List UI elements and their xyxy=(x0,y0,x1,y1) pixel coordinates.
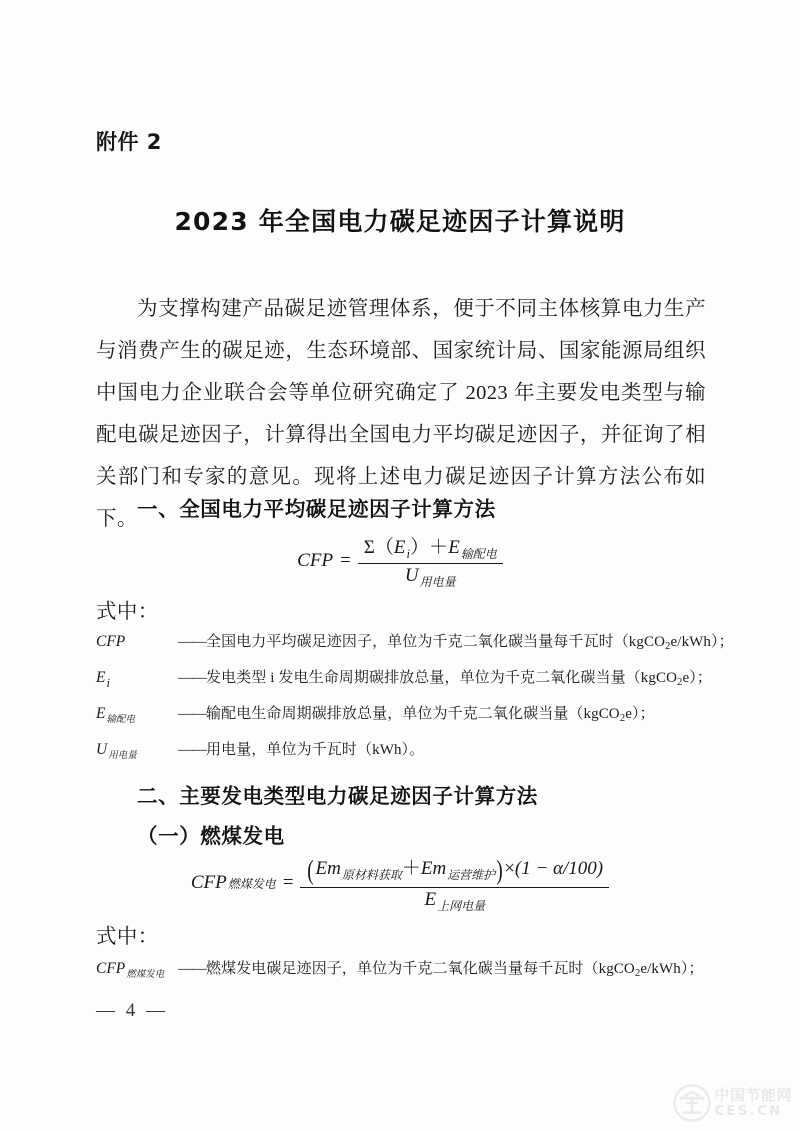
watermark xyxy=(672,1083,792,1123)
formula-two-lhs-subscript: 燃煤发电 xyxy=(227,877,276,892)
watermark-text xyxy=(714,1087,792,1119)
formula-two-em1: Em xyxy=(315,858,341,879)
definition-row xyxy=(96,630,734,666)
definition-term xyxy=(96,741,178,761)
formula-two-plus: ＋ xyxy=(401,858,421,879)
definition-description xyxy=(178,630,734,652)
definition-term-subscript: i xyxy=(106,675,111,690)
definition-term-subscript: 输配电 xyxy=(106,714,135,725)
definition-desc-after: e）； xyxy=(682,670,712,686)
definition-term-text: CFP xyxy=(96,960,126,977)
definition-description xyxy=(178,738,711,760)
formula-one-e2: E xyxy=(448,537,460,558)
formula-two-close-paren: ) xyxy=(496,854,503,885)
formula-one-plus: ＋ xyxy=(429,537,449,558)
formula-one-e: E xyxy=(393,537,406,558)
definition-term-text: CFP xyxy=(96,633,126,650)
definition-desc-after: e/kWh）； xyxy=(670,634,734,650)
definition-term xyxy=(96,669,178,691)
definition-list-two xyxy=(96,957,711,993)
formula-one-lhs xyxy=(297,550,333,572)
formula-two-denominator xyxy=(419,888,492,915)
formula-one-e-subscript: i xyxy=(406,546,411,561)
definition-desc-before: 用电量，单位为千瓦时（kWh）。 xyxy=(206,742,425,758)
formula-one-lhs-text: CFP xyxy=(297,549,334,571)
definition-description xyxy=(178,957,711,979)
formula-two-e: E xyxy=(424,889,437,911)
definition-dash: —— xyxy=(178,706,206,722)
definition-desc-after: e/kWh）； xyxy=(640,961,704,977)
definition-term-text: E xyxy=(96,669,106,686)
formula-two-lhs xyxy=(191,872,276,894)
definition-desc-before: 发电类型 i 发电生命周期碳排放总量，单位为千克二氧化碳当量（kgCO xyxy=(206,670,678,686)
formula-average-cfp xyxy=(0,531,800,591)
watermark-en: CES.CN xyxy=(714,1104,783,1119)
formula-two-loss-factor: (1 − α/100) xyxy=(514,858,604,879)
summation-symbol: Σ xyxy=(363,537,375,558)
subsection-heading-coal: （一）燃煤发电 xyxy=(137,824,285,848)
definition-term xyxy=(96,633,178,653)
page-number: — 4 — xyxy=(96,1000,168,1021)
formula-two-equals: = xyxy=(282,872,294,894)
definition-desc-subscript: 2 xyxy=(634,967,641,980)
definition-list-one xyxy=(96,630,734,774)
definition-desc-subscript: 2 xyxy=(677,676,683,689)
attachment-label: 附件 2 xyxy=(96,130,162,154)
definition-term xyxy=(96,705,178,725)
formula-one-equals: = xyxy=(340,549,351,571)
page-title: 2023 年全国电力碳足迹因子计算说明 xyxy=(174,207,626,236)
definition-desc-subscript: 2 xyxy=(665,640,671,653)
definition-description xyxy=(178,666,712,688)
formula-coal-cfp xyxy=(0,852,800,915)
definition-dash: —— xyxy=(178,670,206,686)
definition-desc-before: 燃煤发电碳足迹因子，单位为千克二氧化碳当量每千瓦时（kgCO xyxy=(206,961,635,977)
definition-term-text: E xyxy=(96,705,106,722)
definition-desc-before: 输配电生命周期碳排放总量，单位为千克二氧化碳当量（kgCO xyxy=(206,706,620,722)
definition-term-subscript: 用电量 xyxy=(108,750,137,761)
definition-desc-subscript: 2 xyxy=(619,712,626,725)
definition-term-subscript: 燃煤发电 xyxy=(126,969,165,980)
ces-logo-icon xyxy=(672,1083,712,1123)
formula-one-fraction xyxy=(358,531,503,591)
definition-row xyxy=(96,666,711,702)
formula-two-lhs-text: CFP xyxy=(190,872,227,894)
definition-dash: —— xyxy=(178,742,206,758)
formula-one-e2-subscript: 输配电 xyxy=(460,546,497,561)
definition-row xyxy=(96,702,711,738)
section-heading-one: 一、全国电力平均碳足迹因子计算方法 xyxy=(137,497,496,521)
formula-one-u: U xyxy=(404,565,419,587)
formula-two-em2: Em xyxy=(420,858,447,879)
definition-row xyxy=(96,738,711,774)
formula-two-open-paren: ( xyxy=(307,854,315,885)
formula-one-numerator xyxy=(358,531,503,563)
definition-row xyxy=(96,957,711,993)
definition-dash: —— xyxy=(178,634,206,650)
formula-two-fraction xyxy=(300,852,609,915)
definition-dash: —— xyxy=(178,961,206,977)
definition-term xyxy=(96,960,178,980)
definition-term-text: U xyxy=(96,741,108,758)
formula-two-em2-subscript: 运营维护 xyxy=(447,867,496,882)
intro-paragraph: 为支撑构建产品碳足迹管理体系，便于不同主体核算电力生产与消费产生的碳足迹，生态环境部、国家统计局、国家能源局组织中国电力企业联合会等单位研究确定了 2023 年主要发电类型与输配电碳足迹因子，计算得出全国电力平均碳足迹因子，并征询了相关部门和专家的意见。现将上述电力碳足迹因子计算方法公布如下。 xyxy=(96,298,706,530)
formula-two-e-subscript: 上网电量 xyxy=(437,898,486,913)
definition-desc-before: 全国电力平均碳足迹因子，单位为千克二氧化碳当量每千瓦时（kgCO xyxy=(206,634,666,650)
definition-desc-after: e）； xyxy=(625,706,655,722)
formula-two-times: × xyxy=(504,858,515,879)
definition-term-subscript xyxy=(125,643,126,653)
formula-one-denominator xyxy=(399,564,462,591)
where-label-one: 式中： xyxy=(96,601,159,623)
section-heading-two: 二、主要发电类型电力碳足迹因子计算方法 xyxy=(137,784,538,808)
formula-one-close-paren: ） xyxy=(410,537,430,558)
formula-two-numerator xyxy=(300,852,609,887)
formula-one-u-subscript: 用电量 xyxy=(419,574,456,589)
definition-description xyxy=(178,702,711,724)
where-label-two: 式中： xyxy=(96,926,159,948)
formula-two-em1-subscript: 原材料获取 xyxy=(341,867,402,882)
formula-one-open-paren: （ xyxy=(374,537,394,558)
watermark-cn: 中国节能网 xyxy=(714,1086,792,1104)
